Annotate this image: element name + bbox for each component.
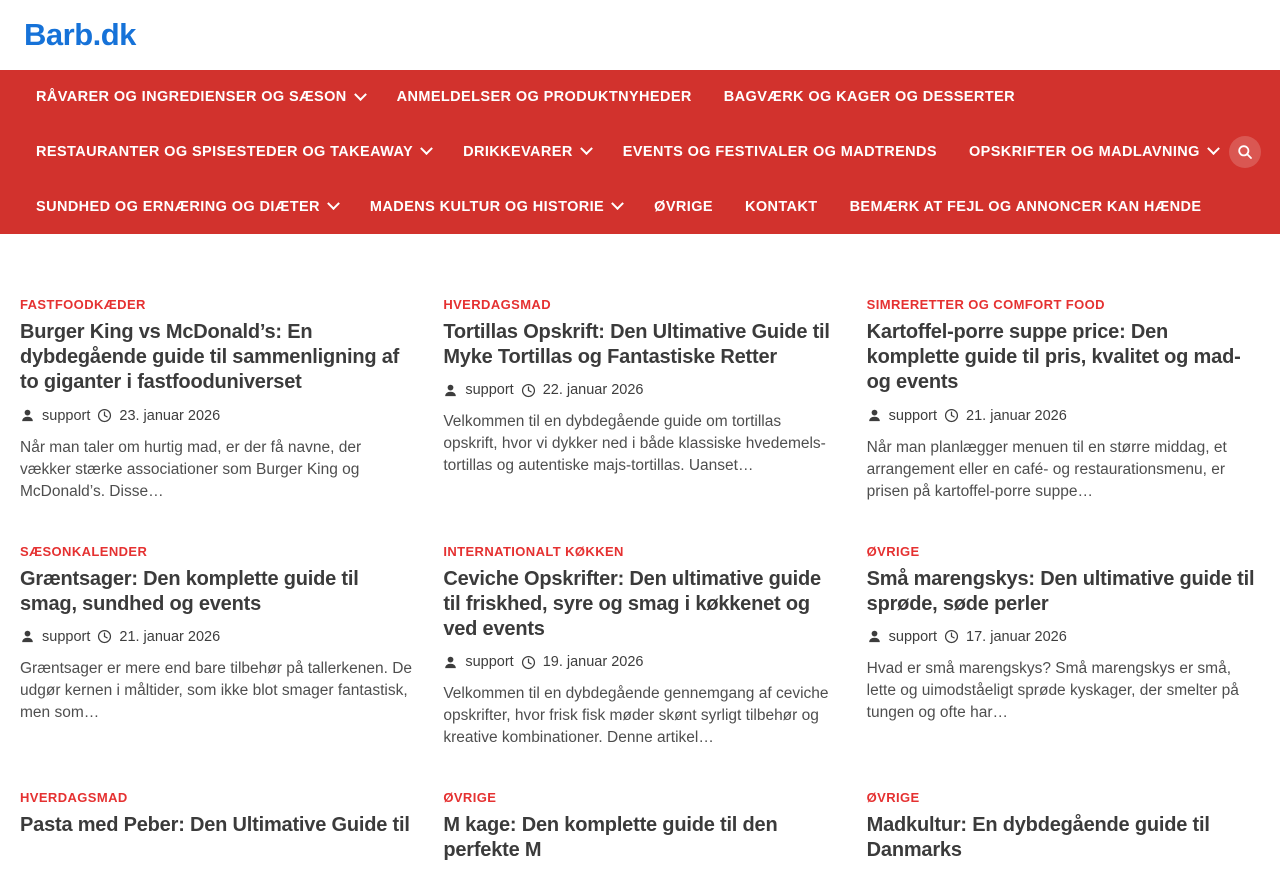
articles-section — [0, 234, 1280, 876]
article-meta — [867, 408, 1260, 424]
nav-item-restauranter[interactable] — [20, 144, 447, 160]
article-excerpt: Når man taler om hurtig mad, er der få navne, der vækker stærke associationer som Burger King og McDonald’s. Disse… — [20, 438, 362, 500]
article-date: 21. januar 2026 — [119, 628, 221, 645]
nav-item-label: KONTAKT — [744, 198, 818, 215]
nav-item-opskrifter[interactable] — [953, 144, 1234, 160]
article-meta — [443, 654, 836, 670]
chevron-down-icon — [354, 88, 367, 101]
nav-item-label: MADENS KULTUR OG HISTORIE — [369, 198, 605, 215]
chevron-down-icon — [611, 197, 624, 210]
main-nav — [0, 70, 1280, 234]
nav-item-label: BAGVÆRK OG KAGER OG DESSERTER — [723, 89, 1015, 106]
nav-row-3 — [20, 179, 1230, 234]
nav-item-bagvaerk[interactable] — [708, 89, 1031, 105]
nav-row-2 — [20, 125, 1230, 180]
nav-item-bemaerk[interactable] — [834, 199, 1218, 215]
article-title[interactable]: Små marengskys: Den ultimative guide til sprøde, søde perler — [866, 567, 1255, 615]
article-card — [20, 543, 413, 750]
article-category-link[interactable]: FASTFOODKÆDER — [20, 297, 146, 312]
article-author[interactable]: support — [888, 628, 938, 645]
article-meta — [443, 382, 836, 398]
nav-item-label: SUNDHED OG ERNÆRING OG DIÆTER — [36, 198, 320, 215]
article-excerpt: Når man planlægger menuen til en større middag, et arrangement eller en café- og restaurationsmenu, er prisen på kartoffel-porre suppe… — [866, 438, 1227, 500]
article-excerpt: Hvad er små marengskys? Små marengskys er små, lette og uimodståeligt sprøde kyskager, der smelter på tungen og ofte har… — [866, 659, 1239, 721]
article-meta — [20, 629, 413, 645]
nav-item-anmeldelser[interactable] — [381, 89, 708, 105]
article-title[interactable]: Ceviche Opskrifter: Den ultimative guide til friskhed, syre og smag i køkkenet og ved events — [443, 567, 821, 640]
article-title[interactable]: M kage: Den komplette guide til den perfekte M — [443, 814, 778, 862]
article-card — [867, 296, 1260, 503]
article-date: 22. januar 2026 — [542, 382, 644, 399]
article-card — [20, 296, 413, 503]
article-card — [443, 543, 836, 750]
clock-icon — [944, 629, 959, 644]
clock-icon — [97, 408, 112, 423]
chevron-down-icon — [327, 197, 340, 210]
person-icon — [443, 655, 458, 670]
nav-item-label: RESTAURANTER OG SPISESTEDER OG TAKEAWAY — [36, 143, 414, 160]
nav-item-label: EVENTS OG FESTIVALER OG MADTRENDS — [622, 143, 937, 160]
article-title[interactable]: Pasta med Peber: Den Ultimative Guide til — [20, 814, 410, 837]
article-category-link[interactable]: ØVRIGE — [866, 543, 920, 559]
nav-item-madens-kultur[interactable] — [354, 199, 638, 215]
article-author[interactable]: support — [465, 382, 514, 399]
nav-item-label: ANMELDELSER OG PRODUKTNYHEDER — [396, 89, 692, 106]
nav-item-label: BEMÆRK AT FEJL OG ANNONCER KAN HÆNDE — [849, 198, 1202, 215]
article-title[interactable]: Græntsager: Den komplette guide til smag, sundhed og events — [20, 567, 359, 615]
article-meta — [20, 408, 413, 424]
clock-icon — [521, 383, 536, 398]
nav-item-kontakt[interactable] — [729, 199, 834, 215]
nav-item-drikkevarer[interactable] — [447, 144, 607, 160]
article-category-link[interactable]: SÆSONKALENDER — [20, 543, 148, 559]
search-button[interactable] — [1229, 136, 1261, 168]
article-category-link[interactable]: INTERNATIONALT KØKKEN — [443, 543, 624, 559]
article-author[interactable]: support — [42, 407, 91, 424]
article-date: 21. januar 2026 — [966, 407, 1067, 424]
magnifier-icon — [1237, 144, 1253, 160]
site-header — [0, 0, 1280, 70]
article-card — [867, 789, 1260, 875]
chevron-down-icon — [420, 143, 433, 156]
nav-item-raavarer[interactable] — [20, 89, 381, 105]
article-title[interactable]: Tortillas Opskrift: Den Ultimative Guide til Myke Tortillas og Fantastiske Retter — [443, 321, 830, 369]
article-excerpt: Græntsager er mere end bare tilbehør på tallerkenen. De udgør kernen i måltider, som ikke blot smager fantastisk, men som… — [20, 659, 413, 721]
article-author[interactable]: support — [42, 628, 91, 645]
nav-item-label: RÅVARER OG INGREDIENSER OG SÆSON — [36, 89, 347, 106]
clock-icon — [521, 655, 536, 670]
clock-icon — [97, 629, 112, 644]
nav-item-label: ØVRIGE — [654, 198, 713, 215]
chevron-down-icon — [1207, 143, 1220, 156]
article-author[interactable]: support — [465, 654, 514, 671]
nav-row-1 — [20, 70, 1230, 125]
article-date: 23. januar 2026 — [119, 407, 221, 424]
nav-menu — [0, 70, 1230, 234]
article-title[interactable]: Burger King vs McDonald’s: En dybdegående guide til sammenligning af to giganter i fastfooduniverset — [20, 321, 400, 394]
person-icon — [443, 383, 458, 398]
article-title[interactable]: Madkultur: En dybdegående guide til Danmarks — [866, 814, 1210, 862]
article-category-link[interactable]: ØVRIGE — [443, 790, 497, 806]
person-icon — [20, 629, 35, 644]
clock-icon — [944, 408, 959, 423]
article-excerpt: Velkommen til en dybdegående gennemgang af ceviche opskrifter, hvor frisk fisk møder skønt syrligt tilbehør og kreative kombinationer. Denne artikel… — [443, 685, 829, 747]
articles-grid — [20, 296, 1260, 876]
article-author[interactable]: support — [888, 407, 938, 424]
nav-item-events[interactable] — [607, 144, 953, 160]
article-meta — [867, 629, 1260, 645]
nav-item-sundhed[interactable] — [20, 199, 354, 215]
person-icon — [20, 408, 35, 423]
article-category-link[interactable]: HVERDAGSMAD — [443, 297, 552, 312]
article-date: 17. januar 2026 — [966, 628, 1067, 645]
article-category-link[interactable]: ØVRIGE — [866, 790, 920, 806]
person-icon — [867, 408, 882, 423]
nav-item-oevrige[interactable] — [638, 199, 729, 215]
article-card — [443, 789, 836, 875]
chevron-down-icon — [580, 143, 593, 156]
nav-item-label: OPSKRIFTER OG MADLAVNING — [968, 143, 1200, 160]
article-card — [20, 789, 413, 875]
article-category-link[interactable]: HVERDAGSMAD — [20, 790, 128, 806]
article-date: 19. januar 2026 — [542, 654, 644, 671]
person-icon — [867, 629, 882, 644]
article-title[interactable]: Kartoffel-porre suppe price: Den komplette guide til pris, kvalitet og mad- og events — [866, 321, 1241, 394]
nav-item-label: DRIKKEVARER — [463, 143, 573, 160]
article-category-link[interactable]: SIMRERETTER OG COMFORT FOOD — [866, 297, 1105, 312]
article-excerpt: Velkommen til en dybdegående guide om tortillas opskrift, hvor vi dykker ned i både klassiske hvedemels-tortillas og autentiske majs-tortillas. Uanset… — [443, 413, 826, 475]
site-logo[interactable]: Barb.dk — [24, 17, 136, 52]
article-card — [443, 296, 836, 503]
article-card — [867, 543, 1260, 750]
